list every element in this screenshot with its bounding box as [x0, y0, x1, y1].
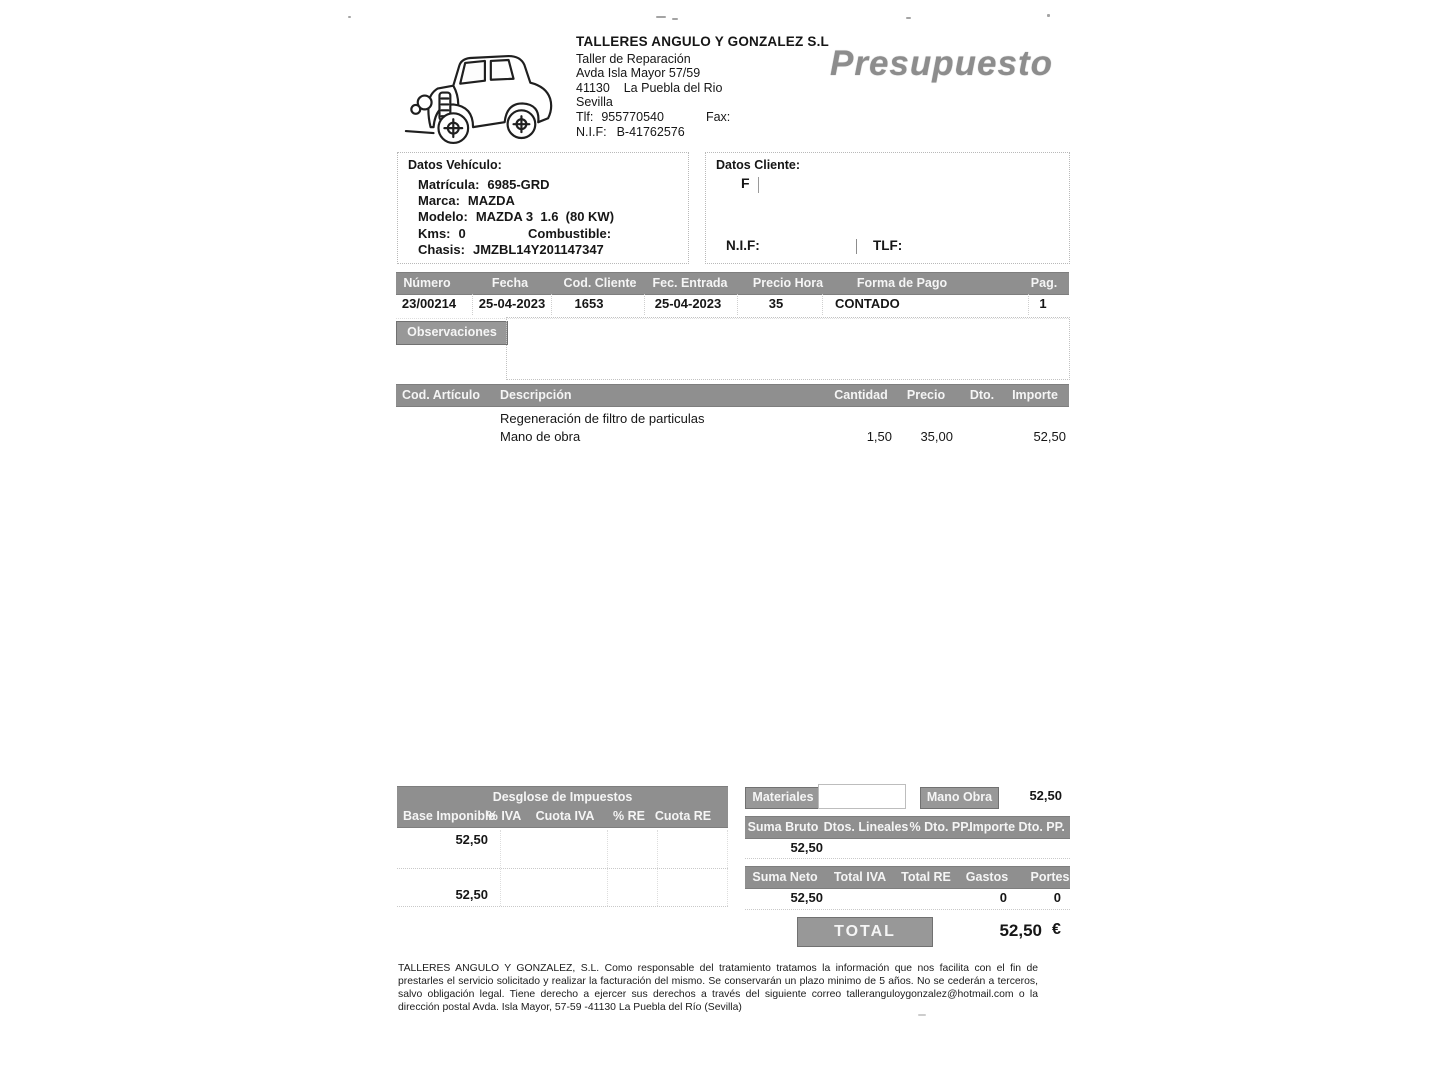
materiales-label: Materiales	[745, 787, 821, 809]
column-divider	[822, 294, 823, 315]
scan-speck	[672, 18, 678, 20]
col-pct-dto-pp: % Dto. PP.	[909, 820, 971, 834]
total-value: 52,50	[999, 921, 1042, 940]
vehicle-matricula: Matrícula: 6985-GRD	[418, 177, 550, 192]
vehicle-modelo: Modelo: MAZDA 3 1.6 (80 KW)	[418, 209, 615, 224]
vehicle-box-title: Datos Vehículo:	[408, 158, 502, 172]
client-box-title: Datos Cliente:	[716, 158, 801, 172]
scan-speck	[906, 17, 911, 19]
mano-obra-label: Mano Obra	[920, 787, 999, 809]
order-cod-cliente: 1653	[574, 296, 604, 311]
tax-base-value: 52,50	[455, 832, 488, 847]
tax-table-header-bar	[397, 807, 728, 828]
vehicle-chasis: Chasis: JMZBL14Y201147347	[418, 242, 604, 257]
column-divider	[644, 294, 645, 315]
col-fecha: Fecha	[491, 276, 529, 290]
item-cantidad: 1,50	[866, 429, 892, 444]
fax-label: Fax:	[705, 109, 731, 124]
scan-speck	[348, 16, 351, 18]
order-pag: 1	[1039, 296, 1047, 311]
column-divider	[551, 294, 552, 315]
tax-table-title-bar	[397, 786, 728, 809]
column-divider	[737, 294, 738, 315]
col-pct-iva: % IVA	[486, 809, 522, 823]
suma-neto-value: 52,50	[790, 890, 823, 905]
company-nif-line	[576, 125, 829, 140]
company-name: TALLERES ANGULO Y GONZALEZ S.L	[576, 34, 830, 49]
column-divider	[472, 294, 473, 315]
col-gastos: Gastos	[965, 870, 1009, 884]
suma-bruto-value: 52,50	[790, 840, 823, 855]
col-total-re: Total RE	[901, 870, 951, 884]
order-fecha: 25-04-2023	[478, 296, 546, 311]
total-label-box: TOTAL	[797, 917, 933, 947]
col-forma-pago: Forma de Pago	[856, 276, 948, 290]
company-nif-label: N.I.F:	[576, 124, 607, 139]
materiales-value-box	[818, 784, 906, 809]
scan-speck	[656, 16, 666, 18]
observaciones-label: Observaciones	[396, 321, 508, 345]
client-tlf-label: TLF:	[873, 238, 903, 253]
company-block	[576, 35, 829, 139]
col-cantidad: Cantidad	[834, 388, 888, 402]
col-cod-articulo: Cod. Artículo	[402, 388, 481, 402]
company-address: Avda Isla Mayor 57/59	[576, 66, 701, 81]
scan-rule	[397, 868, 728, 869]
company-province: Sevilla	[576, 95, 613, 110]
column-divider	[1028, 294, 1029, 315]
col-suma-neto: Suma Neto	[752, 870, 818, 884]
item-precio: 35,00	[920, 429, 953, 444]
vehicle-combustible: Combustible:	[528, 226, 612, 241]
vintage-car-logo	[398, 46, 556, 150]
scan-rule	[745, 909, 1070, 910]
col-cuota-iva: Cuota IVA	[535, 809, 595, 823]
client-data-box	[705, 152, 1070, 264]
phone-label: Tlf:	[576, 109, 594, 124]
gastos-value: 0	[999, 890, 1007, 905]
legal-footer-text: TALLERES ANGULO Y GONZALEZ, S.L. Como responsable del tratamiento tratamos la información que nos facilita con el fin de prestarles el servicio solicitado y realizar la facturación del mismo. Se conservarán un plazo minimo de 5 años. No se cederán a terceros, salvo obligación legal. Tiene derecho a ejercer sus derechos a través del siguiente correo talleranguloygonzalez@hotmail.com o la dirección postal Avda. Isla Mayor, 57-59 -41130 La Puebla del Río (Sevilla)	[398, 963, 1038, 1013]
col-importe-dto-pp: Importe Dto. PP.	[969, 820, 1065, 834]
order-precio-hora: 35	[768, 296, 784, 311]
col-total-iva: Total IVA	[833, 870, 887, 884]
company-city: 41130 La Puebla del Rio	[576, 80, 723, 95]
mano-obra-value: 52,50	[1029, 788, 1062, 803]
col-fec-entrada: Fec. Entrada	[652, 276, 728, 290]
scan-cursor-mark	[758, 177, 759, 193]
company-phone-line	[576, 110, 829, 125]
col-cod-cliente: Cod. Cliente	[563, 276, 637, 290]
tax-table-title: Desglose de Impuestos	[492, 790, 633, 804]
item-description: Mano de obra	[500, 429, 581, 444]
col-pct-re: % RE	[613, 809, 645, 823]
observaciones-area	[506, 317, 1070, 380]
order-header-bar	[396, 272, 1069, 295]
item-description: Regeneración de filtro de particulas	[500, 411, 705, 426]
order-fec-entrada: 25-04-2023	[654, 296, 722, 311]
tax-base-total: 52,50	[455, 887, 488, 902]
col-numero: Número	[403, 276, 451, 290]
col-precio: Precio	[906, 388, 946, 402]
col-dtos-lineales: Dtos. Lineales	[823, 820, 909, 834]
order-forma-pago: CONTADO	[835, 296, 900, 311]
scan-rule	[397, 906, 728, 907]
vehicle-kms: Kms: 0	[418, 226, 466, 241]
portes-value: 0	[1053, 890, 1061, 905]
scan-speck	[1047, 14, 1050, 17]
neto-header-bar	[745, 866, 1070, 889]
col-portes: Portes	[1030, 870, 1070, 884]
document-title: Presupuesto	[830, 44, 1053, 83]
vehicle-marca: Marca: MAZDA	[418, 193, 515, 208]
company-nif-value: B-41762576	[616, 124, 685, 139]
field-divider	[856, 239, 857, 254]
col-pag: Pag.	[1030, 276, 1058, 290]
col-dto: Dto.	[969, 388, 995, 402]
col-cuota-re: Cuota RE	[654, 809, 712, 823]
order-numero: 23/00214	[401, 296, 457, 311]
col-descripcion: Descripción	[500, 388, 572, 402]
company-activity: Taller de Reparación	[576, 51, 691, 66]
item-importe: 52,50	[1033, 429, 1066, 444]
col-base-imponible: Base Imponible	[403, 809, 496, 823]
vehicle-data-box	[397, 152, 689, 264]
phone-value: 955770540	[601, 109, 664, 124]
col-suma-bruto: Suma Bruto	[747, 820, 819, 834]
client-name: F	[741, 175, 750, 191]
bruto-header-bar	[745, 816, 1070, 839]
client-nif-label: N.I.F:	[726, 238, 760, 253]
items-header-bar	[396, 384, 1069, 407]
col-precio-hora: Precio Hora	[752, 276, 824, 290]
col-importe: Importe	[1012, 388, 1058, 402]
scan-speck	[918, 1014, 926, 1016]
scan-rule	[745, 858, 1070, 859]
currency-symbol: €	[1052, 921, 1061, 938]
